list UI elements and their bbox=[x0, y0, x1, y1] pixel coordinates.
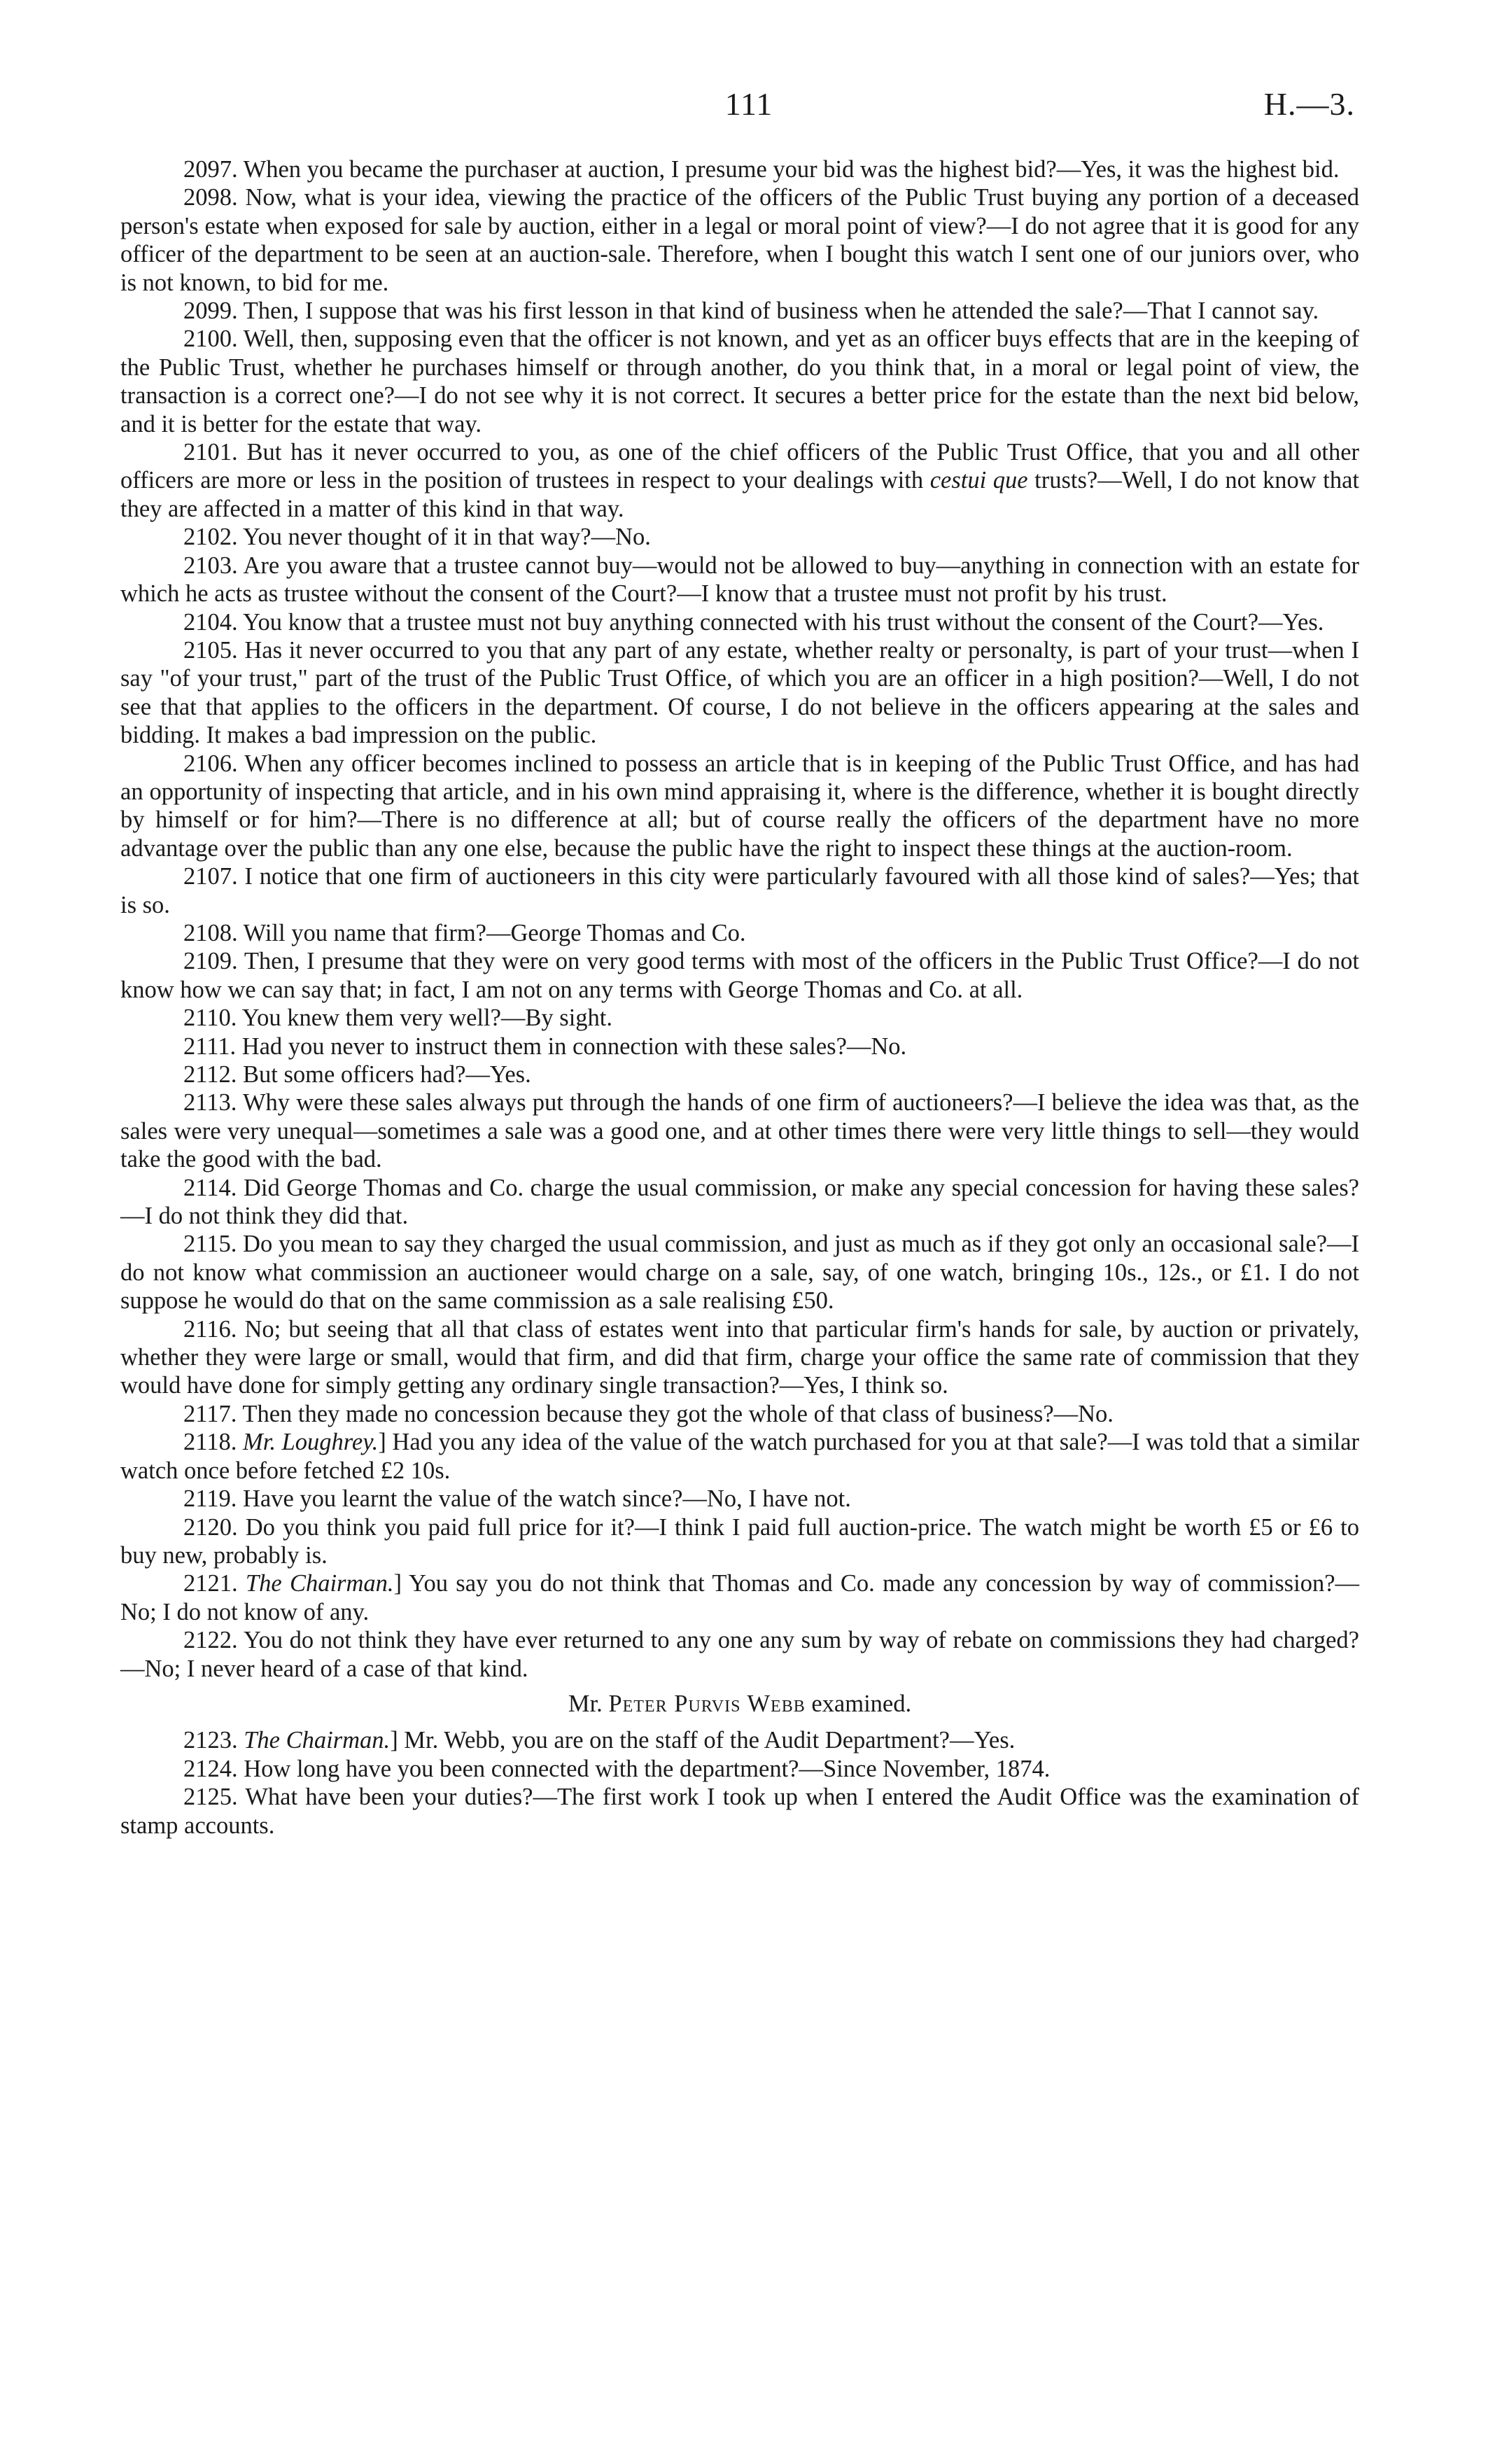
question-number: 2123. bbox=[183, 1727, 238, 1754]
paragraph-text: Has it never occurred to you that any part of any estate, whether realty or personalty, is part of your trust—when I say "of your trust," part of the trust of the Public Trust Office, of which you are an officer in a high position?—Well, I do not see that that applies to the officers in the department. Of course, I do not believe in the officers appearing at the sales and bidding. It makes a bad impression on the public. bbox=[120, 636, 1360, 749]
paragraph-2110 bbox=[120, 1004, 1359, 1032]
question-number: 2108. bbox=[183, 919, 238, 946]
witness-suffix: examined. bbox=[811, 1690, 912, 1717]
paragraph-text: What have been your duties?—The first work I took up when I entered the Audit Office was the examination of stamp accounts. bbox=[120, 1784, 1359, 1839]
question-number: 2098. bbox=[183, 184, 238, 211]
document-reference: H.—3. bbox=[1263, 86, 1355, 122]
paragraph-text: Then, I suppose that was his first lesson in that kind of business when he attended the sale?—That I cannot say. bbox=[243, 298, 1319, 325]
paragraph-2108 bbox=[120, 919, 1359, 947]
question-number: 2102. bbox=[183, 524, 238, 551]
paragraph-text: Had you never to instruct them in connection with these sales?—No. bbox=[241, 1032, 907, 1060]
question-number: 2106. bbox=[183, 750, 238, 777]
paragraph-text: You do not think they have ever returned to any one any sum by way of rebate on commissions they had charged?—No; I never heard of a case of that kind. bbox=[120, 1627, 1359, 1682]
question-number: 2117. bbox=[183, 1400, 237, 1427]
question-number: 2100. bbox=[183, 326, 238, 353]
paragraph-text: Are you aware that a trustee cannot buy—would not be allowed to buy—anything in connection with an estate for which he acts as trustee without the consent of the Court?—I know that a trustee must not profit by his trust. bbox=[120, 552, 1359, 608]
witness-prefix: Mr. bbox=[568, 1690, 603, 1717]
question-number: 2104. bbox=[183, 608, 238, 636]
question-number: 2118. bbox=[183, 1429, 237, 1456]
paragraph-2123 bbox=[120, 1726, 1359, 1754]
question-number: 2113. bbox=[183, 1089, 237, 1116]
paragraph-text: You know that a trustee must not buy anything connected with his trust without the consent of the Court?—Yes. bbox=[242, 608, 1324, 636]
paragraph-text: Did George Thomas and Co. charge the usual commission, or make any special concession for having these sales?—I do not think they did that. bbox=[120, 1174, 1359, 1230]
paragraph-2118 bbox=[120, 1428, 1359, 1485]
paragraph-2114 bbox=[120, 1174, 1359, 1231]
paragraph-2107 bbox=[120, 862, 1359, 919]
paragraph-text: Do you think you paid full price for it?—I think I paid full auction-price. The watch might be worth £5 or £6 to buy new, probably is. bbox=[120, 1513, 1360, 1569]
paragraph-text: How long have you been connected with the department?—Since November, 1874. bbox=[244, 1755, 1051, 1782]
question-number: 2124. bbox=[183, 1755, 238, 1782]
paragraph-text: Will you name that firm?—George Thomas and Co. bbox=[243, 919, 746, 946]
question-number: 2119. bbox=[183, 1485, 237, 1513]
paragraph-2124 bbox=[120, 1755, 1359, 1783]
question-number: 2105. bbox=[183, 636, 238, 664]
question-number: 2122. bbox=[183, 1627, 238, 1654]
paragraph-text: Well, then, supposing even that the officer is not known, and yet as an officer buys effects that are in the keeping of the Public Trust, whether he purchases himself or through another, do you think that, in a moral or legal point of view, the transaction is a correct one?—I do not see why it is not correct. It secures a better price for the estate than the next bid below, and it is better for the estate that way. bbox=[120, 326, 1359, 438]
paragraph-2099 bbox=[120, 297, 1359, 325]
paragraph-2101 bbox=[120, 438, 1359, 523]
paragraph-2112 bbox=[120, 1060, 1359, 1088]
question-number: 2111. bbox=[183, 1032, 237, 1060]
paragraph-text: No; but seeing that all that class of estates went into that particular firm's hands for sale, by auction or privately, whether they were large or small, would that firm, and did that firm, charge your office the same rate of commission that they would have done for simply getting any ordinary single transaction?—Yes, I think so. bbox=[120, 1315, 1359, 1399]
paragraph-2122 bbox=[120, 1626, 1359, 1683]
paragraph-text: Why were these sales always put through the hands of one firm of auctioneers?—I believe the idea was that, as the sales were very unequal—sometimes a sale was a good one, and at other times there were very little things to sell—they would take the good with the bad. bbox=[120, 1089, 1359, 1173]
paragraph-text: I notice that one firm of auctioneers in this city were particularly favoured with all those kind of sales?—Yes; that is so. bbox=[120, 863, 1360, 918]
paragraph-2105 bbox=[120, 636, 1359, 750]
page-number: 111 bbox=[724, 86, 773, 122]
paragraph-2100 bbox=[120, 325, 1359, 438]
question-number: 2110. bbox=[183, 1004, 237, 1032]
paragraph-text: You never thought of it in that way?—No. bbox=[242, 524, 651, 551]
paragraph-text: Now, what is your idea, viewing the practice of the officers of the Public Trust buying any portion of a deceased person's estate when exposed for sale by auction, either in a legal or moral point of view?—I do not agree that it is good for any officer of the department to be seen at an auction-sale. Therefore, when I bought this watch I sent one of our juniors over, who is not known, to bid for me. bbox=[120, 184, 1359, 296]
paragraph-2119 bbox=[120, 1485, 1359, 1513]
question-number: 2097. bbox=[183, 156, 238, 183]
paragraph-text: Have you learnt the value of the watch since?—No, I have not. bbox=[242, 1485, 851, 1513]
question-number: 2115. bbox=[183, 1231, 237, 1258]
question-number: 2103. bbox=[183, 552, 238, 579]
question-number: 2101. bbox=[183, 439, 238, 466]
paragraph-2116 bbox=[120, 1315, 1359, 1400]
witness-name: Peter Purvis Webb bbox=[608, 1690, 806, 1717]
question-number: 2112. bbox=[183, 1061, 237, 1088]
question-number: 2121. bbox=[183, 1570, 238, 1597]
question-number: 2120. bbox=[183, 1513, 238, 1541]
paragraph-2120 bbox=[120, 1513, 1359, 1570]
paragraph-text: But has it never occurred to you, as one of the chief officers of the Public Trust Office, that you and all other officers are more or less in the position of trustees in respect to your dealings with bbox=[120, 439, 1359, 494]
paragraph-2102 bbox=[120, 523, 1359, 551]
paragraph-2106 bbox=[120, 750, 1359, 863]
question-number: 2099. bbox=[183, 298, 238, 325]
paragraph-text: ] Had you any idea of the value of the watch purchased for you at that sale?—I was told that a similar watch once before fetched £2 10s. bbox=[120, 1429, 1360, 1484]
question-number: 2125. bbox=[183, 1784, 238, 1811]
speaker-name: The Chairman. bbox=[245, 1570, 394, 1597]
paragraph-2103 bbox=[120, 552, 1359, 608]
speaker-name: The Chairman. bbox=[244, 1727, 391, 1754]
paragraph-2121 bbox=[120, 1569, 1359, 1626]
paragraph-2097 bbox=[120, 155, 1359, 183]
paragraph-text: Then they made no concession because they got the whole of that class of business?—No. bbox=[242, 1400, 1114, 1427]
paragraph-text: Do you mean to say they charged the usual commission, and just as much as if they got only an occasional sale?—I do not know what commission an auctioneer would charge on a sale, say, of one watch, bringing 10s., 12s., or £1. I do not suppose he would do that on the same commission as a sale realising £50. bbox=[120, 1231, 1359, 1315]
paragraph-2098 bbox=[120, 183, 1359, 297]
paragraph-text: When any officer becomes inclined to possess an article that is in keeping of the Public Trust Office, and has had an opportunity of inspecting that article, and in his own mind appraising it, where is the difference, whether it is bought directly by himself or for him?—There is no difference at all; but of course really the officers of the department have no more advantage over the public than any one else, because the public have the right to inspect these things at the auction-room. bbox=[120, 750, 1359, 862]
paragraph-2104 bbox=[120, 608, 1359, 636]
question-number: 2107. bbox=[183, 863, 238, 890]
speaker-name: Mr. Loughrey. bbox=[243, 1429, 379, 1456]
question-number: 2109. bbox=[183, 948, 238, 975]
paragraph-text: When you became the purchaser at auction, I presume your bid was the highest bid?—Yes, it was the highest bid. bbox=[243, 156, 1340, 183]
paragraph-2113 bbox=[120, 1088, 1359, 1173]
paragraph-2117 bbox=[120, 1400, 1359, 1428]
italic-term: cestui que bbox=[929, 467, 1028, 494]
paragraph-2111 bbox=[120, 1032, 1359, 1060]
paragraph-text: Then, I presume that they were on very good terms with most of the officers in the Public Trust Office?—I do not know how we can say that; in fact, I am not on any terms with George Thomas and Co. at all. bbox=[120, 948, 1359, 1003]
paragraph-text: trusts?—Well, I do not know that they are affected in a matter of this kind in that way. bbox=[120, 467, 1359, 522]
document-body bbox=[120, 155, 1359, 1840]
question-number: 2114. bbox=[183, 1174, 237, 1201]
witness-heading bbox=[120, 1690, 1359, 1718]
paragraph-2115 bbox=[120, 1230, 1359, 1315]
paragraph-text: But some officers had?—Yes. bbox=[242, 1061, 531, 1088]
paragraph-text: You knew them very well?—By sight. bbox=[241, 1004, 613, 1032]
paragraph-text: ] Mr. Webb, you are on the staff of the Audit Department?—Yes. bbox=[390, 1727, 1016, 1754]
paragraph-2125 bbox=[120, 1783, 1359, 1840]
paragraph-2109 bbox=[120, 947, 1359, 1004]
paragraph-text: ] You say you do not think that Thomas and Co. made any concession by way of commission?—No; I do not know of any. bbox=[120, 1570, 1360, 1625]
question-number: 2116. bbox=[183, 1315, 237, 1343]
